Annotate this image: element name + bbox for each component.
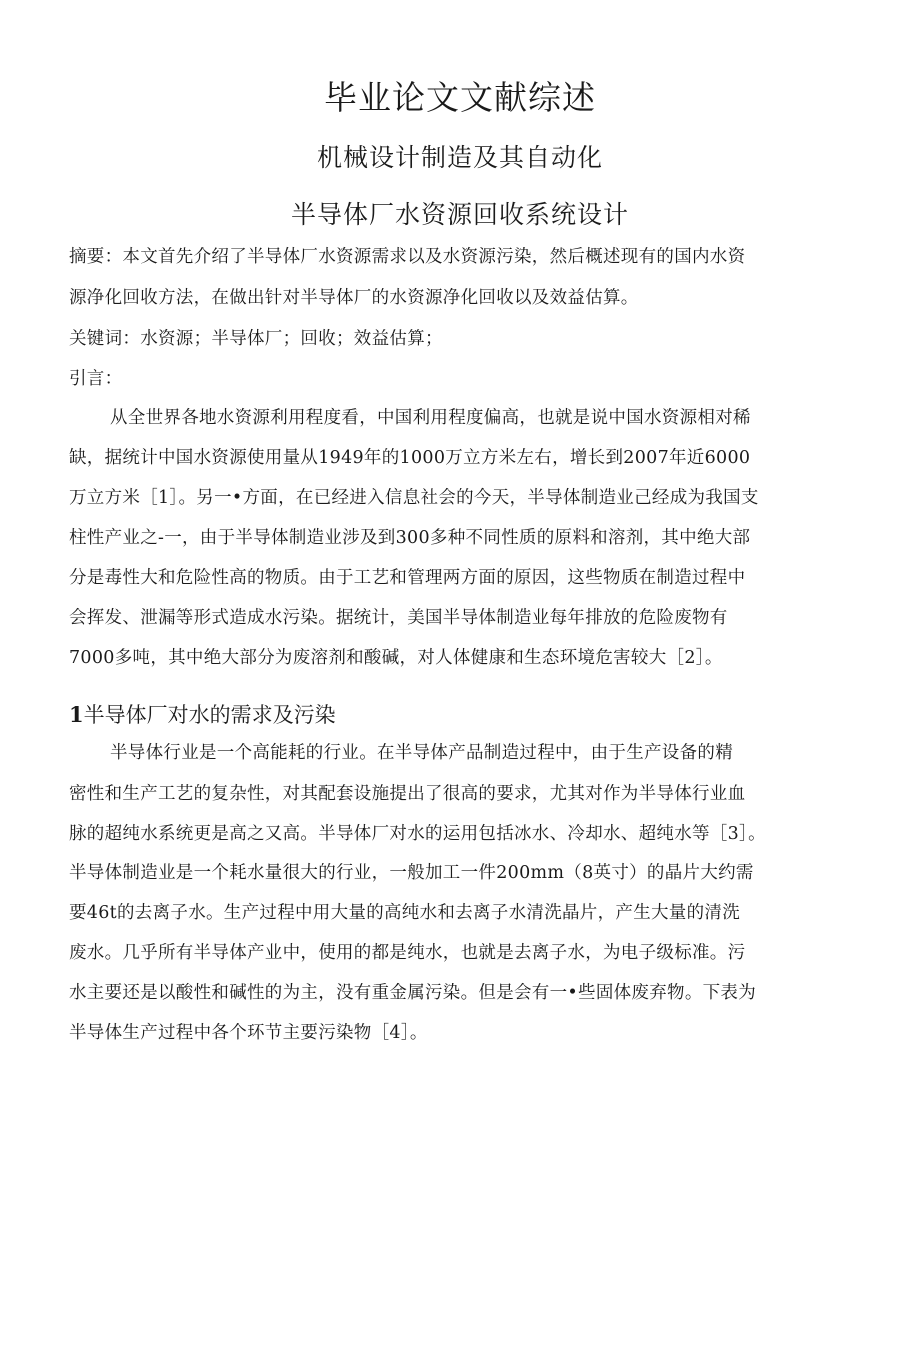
intro-line: 分是毒性大和危险性高的物质。由于工艺和管理两方面的原因，这些物质在制造过程中	[69, 568, 746, 588]
section-line: 要46t的去离子水。生产过程中用大量的高纯水和去离子水清洗晶片，产生大量的清洗	[69, 903, 740, 923]
section-title: 半导体厂对水的需求及污染	[83, 703, 336, 727]
intro-line: 会挥发、泄漏等形式造成水污染。据统计，美国半导体制造业每年排放的危险废物有	[69, 608, 728, 628]
section-line: 半导体生产过程中各个环节主要污染物［4］。	[69, 1023, 428, 1043]
topic-title: 半导体厂水资源回收系统设计	[290, 200, 629, 229]
section-number: 1	[69, 702, 84, 727]
section-line: 废水。几乎所有半导体产业中，使用的都是纯水，也就是去离子水，为电子级标准。污	[69, 943, 746, 963]
intro-line: 缺，据统计中国水资源使用量从1949年的1000万立方米左右，增长到2007年近6000	[69, 448, 751, 468]
intro-line: 万立方米［1］。另一•方面，在已经进入信息社会的今天，半导体制造业己经成为我国支	[69, 488, 759, 508]
section-line: 半导体制造业是一个耗水量很大的行业，一般加工一件200mm（8英寸）的晶片大约需	[69, 863, 754, 883]
keywords-line: 关键词：水资源；半导体厂；回收；效益估算；	[69, 329, 443, 349]
section-line: 密性和生产工艺的复杂性，对其配套设施提出了很高的要求，尤其对作为半导体行业血	[69, 784, 746, 804]
intro-line: 从全世界各地水资源利用程度看，中国利用程度偏高，也就是说中国水资源相对稀	[110, 408, 751, 428]
section-line: 脉的超纯水系统更是高之又高。半导体厂对水的运用包括冰水、冷却水、超纯水等［3］。	[69, 824, 766, 844]
abstract-line: 摘要：本文首先介绍了半导体厂水资源需求以及水资源污染，然后概述现有的国内水资	[69, 247, 746, 267]
intro-line: 7000多吨，其中绝大部分为废溶剂和酸碱，对人体健康和生态环境危害较大［2］。	[69, 648, 723, 668]
major-subtitle: 机械设计制造及其自动化	[316, 143, 603, 172]
intro-line: 柱性产业之-一，由于半导体制造业涉及到300多种不同性质的原料和溶剂，其中绝大部	[69, 528, 751, 548]
section-heading	[69, 699, 336, 731]
section-line: 水主要还是以酸性和碱性的为主，没有重金属污染。但是会有一•些固体废弃物。下表为	[69, 983, 757, 1003]
document-title: 毕业论文文献综述	[324, 78, 596, 117]
abstract-line: 源净化回收方法，在做出针对半导体厂的水资源净化回收以及效益估算。	[69, 288, 639, 308]
intro-label: 引言：	[69, 369, 123, 389]
section-line: 半导体行业是一个高能耗的行业。在半导体产品制造过程中，由于生产设备的精	[110, 743, 733, 763]
